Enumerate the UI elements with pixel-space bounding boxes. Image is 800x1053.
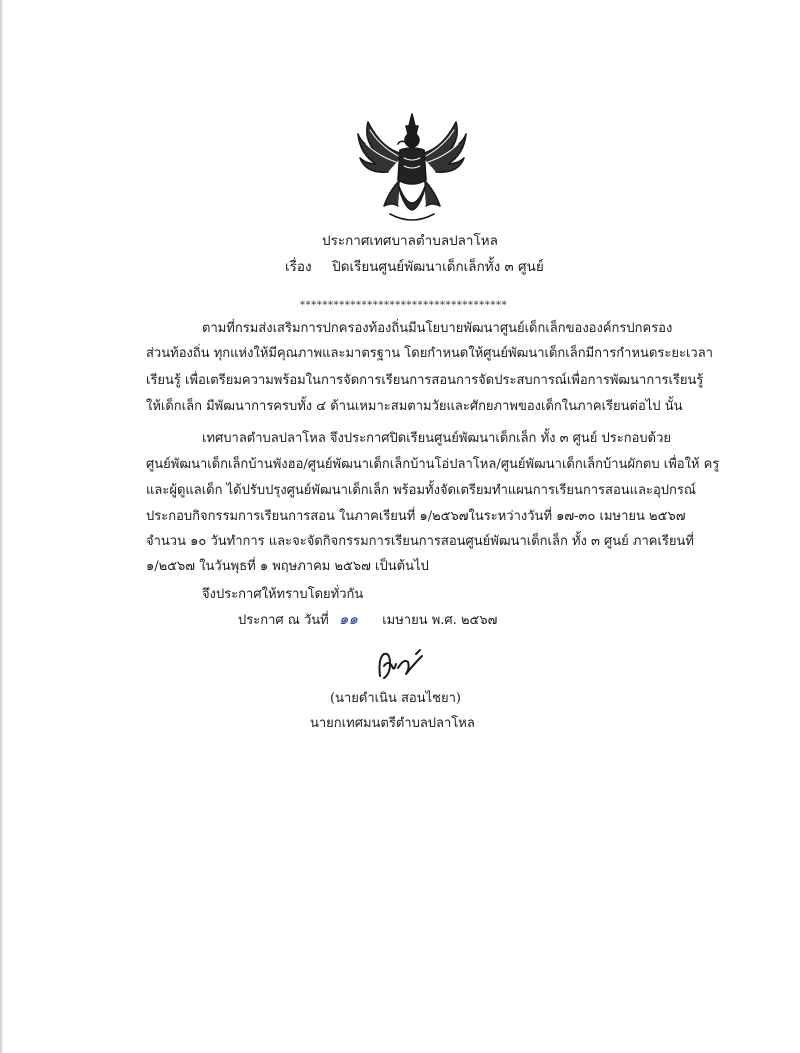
announcement-title: ประกาศเทศบาลตำบลปลาโหล <box>322 233 498 249</box>
paragraph1-line: ส่วนท้องถิ่น ทุกแห่งให้มีคุณภาพและมาตรฐาน โดยกำหนดให้ศูนย์พัฒนาเด็กเล็กมีการกำหนดระยะเวลา <box>146 346 713 361</box>
announcement-subject-line <box>285 258 544 276</box>
handwritten-signature-icon <box>370 646 430 686</box>
signatory-name: (นายดำเนิน สอนไชยา) <box>330 691 461 706</box>
separator-line: ************************************* <box>300 300 508 311</box>
date-month-year: เมษายน พ.ศ. ๒๕๖๗ <box>382 613 498 628</box>
paragraph2-line: ๑/๒๕๖๗ ในวันพุธที่ ๑ พฤษภาคม ๒๕๖๗ เป็นต้นไป <box>146 559 429 574</box>
paragraph2-line: เทศบาลตำบลปลาโหล จึงประกาศปิดเรียนศูนย์พัฒนาเด็กเล็ก ทั้ง ๓ ศูนย์ ประกอบด้วย <box>202 431 672 446</box>
paragraph2-line: ประกอบกิจกรรมการเรียนการสอน ในภาคเรียนที่ ๑/๒๕๖๗ในระหว่างวันที่ ๑๗-๓๐ เมษายน ๒๕๖๗ <box>146 509 686 524</box>
paragraph1-line: ให้เด็กเล็ก มีพัฒนาการครบทั้ง ๔ ด้านเหมาะสมตามวัยและศักยภาพของเด็กในภาคเรียนต่อไป นั้น <box>146 399 683 414</box>
paragraph2-line: จำนวน ๑๐ วันทำการ และจะจัดกิจกรรมการเรียนการสอนศูนย์พัฒนาเด็กเล็ก ทั้ง ๓ ศูนย์ ภาคเรียนที่ <box>146 534 694 549</box>
paragraph2-line: และผู้ดูแลเด็ก ได้ปรับปรุงศูนย์พัฒนาเด็กเล็ก พร้อมทั้งจัดเตรียมทำแผนการเรียนการสอนและอุปกรณ์ <box>146 483 696 498</box>
garuda-emblem-icon <box>354 110 470 226</box>
paragraph2-line: ศูนย์พัฒนาเด็กเล็กบ้านพังฮอ/ศูนย์พัฒนาเด็กเล็กบ้านโอ่ปลาโหล/ศูนย์พัฒนาเด็กเล็กบ้านผักตบ เพื่อให้ ครู <box>146 457 720 472</box>
subject-text: ปิดเรียนศูนย์พัฒนาเด็กเล็กทั้ง ๓ ศูนย์ <box>332 259 544 275</box>
closing-statement: จึงประกาศให้ทราบโดยทั่วกัน <box>202 587 364 602</box>
date-line <box>238 610 497 630</box>
page-edge-shadow <box>0 0 3 1053</box>
signatory-position: นายกเทศมนตรีตำบลปลาโหล <box>310 716 475 731</box>
paragraph1-line: เรียนรู้ เพื่อเตรียมความพร้อมในการจัดการเรียนการสอนการจัดประสบการณ์เพื่อการพัฒนาการเรียนรู้ <box>146 373 704 388</box>
subject-label: เรื่อง <box>285 259 312 275</box>
date-prefix: ประกาศ ณ วันที่ <box>238 613 329 628</box>
handwritten-day: ๑๑ <box>338 610 358 628</box>
paragraph1-line: ตามที่กรมส่งเสริมการปกครองท้องถิ่นมีนโยบายพัฒนาศูนย์เด็กเล็กขององค์กรปกครอง <box>202 321 673 336</box>
